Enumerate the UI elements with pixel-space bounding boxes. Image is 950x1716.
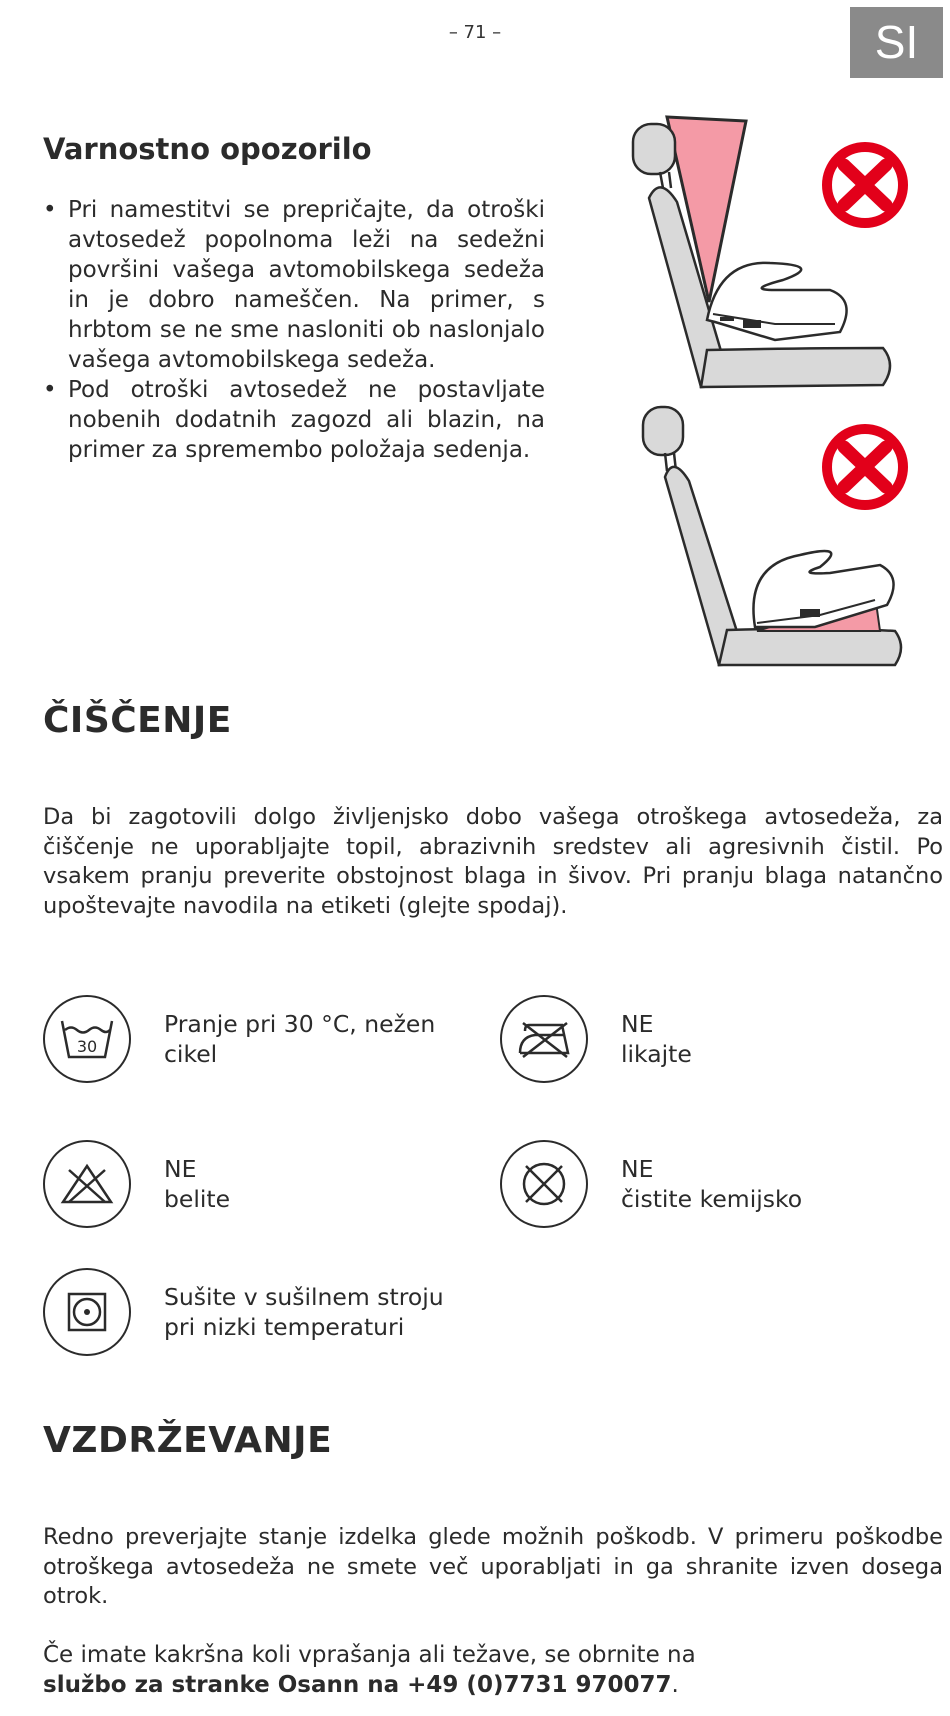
language-tab: SI: [850, 7, 943, 78]
contact-line: Če imate kakršna koli vprašanja ali težave, se obrnite na: [43, 1642, 696, 1668]
care-label-line: čistite kemijsko: [621, 1185, 803, 1213]
page-number: – 71 –: [448, 22, 502, 43]
contact-info: [43, 1640, 943, 1700]
incorrect-install-backrest-illustration: [625, 110, 915, 395]
prohibited-icon: [827, 429, 903, 505]
care-item-wash: [43, 995, 435, 1083]
cleaning-title: ČIŠČENJE: [43, 700, 232, 741]
care-label-line: NE: [164, 1155, 197, 1183]
warning-title: Varnostno opozorilo: [43, 132, 372, 166]
care-label-line: Pranje pri 30 °C, nežen: [164, 1010, 436, 1038]
care-label-line: likajte: [621, 1040, 692, 1068]
care-label-line: cikel: [164, 1040, 218, 1068]
customer-service-phone: službo za stranke Osann na +49 (0)7731 970077: [43, 1672, 672, 1698]
incorrect-install-wedge-illustration: [625, 395, 915, 675]
no-iron-icon: [500, 995, 588, 1083]
care-label-line: pri nizki temperaturi: [164, 1313, 405, 1341]
warning-bullet: • Pri namestitvi se prepričajte, da otroški avtosedež popolnoma leži na sedežni površini vašega avtomobilskega sedeža in je dobro nameščen. Na primer, s hrbtom se ne sme nasloniti ob naslonjalo vašega avtomobilskega sedeža.: [43, 195, 545, 375]
contact-line-2: [43, 1670, 943, 1700]
maintenance-title: VZDRŽEVANJE: [43, 1420, 333, 1461]
no-bleach-icon: [43, 1140, 131, 1228]
cleaning-text: Da bi zagotovili dolgo življenjsko dobo vašega otroškega avtosedeža, za čiščenje ne uporabljajte topil, abrazivnih sredstev ali agresivnih čistil. Po vsakem pranju preverite obstojnost blaga in šivov. Pri pranju blaga natančno upoštevajte navodila na etiketi (glejte spodaj).: [43, 804, 943, 919]
tumble-dry-low-icon: [43, 1268, 131, 1356]
care-item-bleach: [43, 1140, 230, 1228]
maintenance-text: Redno preverjajte stanje izdelka glede možnih poškodb. V primeru poškodbe otroškega avtosedeža ne smete več uporabljati in ga shranite izven dosega otrok.: [43, 1524, 943, 1609]
wash-temp-label: 30: [76, 1037, 98, 1056]
no-dry-clean-icon: [500, 1140, 588, 1228]
warning-bullet: • Pod otroški avtosedež ne postavljate nobenih dodatnih zagozd ali blazin, na primer za spremembo položaja sedenja.: [43, 375, 545, 465]
care-label-line: belite: [164, 1185, 231, 1213]
care-item-tumble: [43, 1268, 444, 1356]
prohibited-icon: [827, 147, 903, 223]
contact-period: .: [671, 1672, 679, 1698]
wash-30-icon: [43, 995, 131, 1083]
care-item-iron: [500, 995, 692, 1083]
care-label-line: NE: [621, 1010, 654, 1038]
care-label-line: NE: [621, 1155, 654, 1183]
care-item-dryclean: [500, 1140, 802, 1228]
warning-list: [43, 195, 545, 465]
care-label-line: Sušite v sušilnem stroju: [164, 1283, 444, 1311]
